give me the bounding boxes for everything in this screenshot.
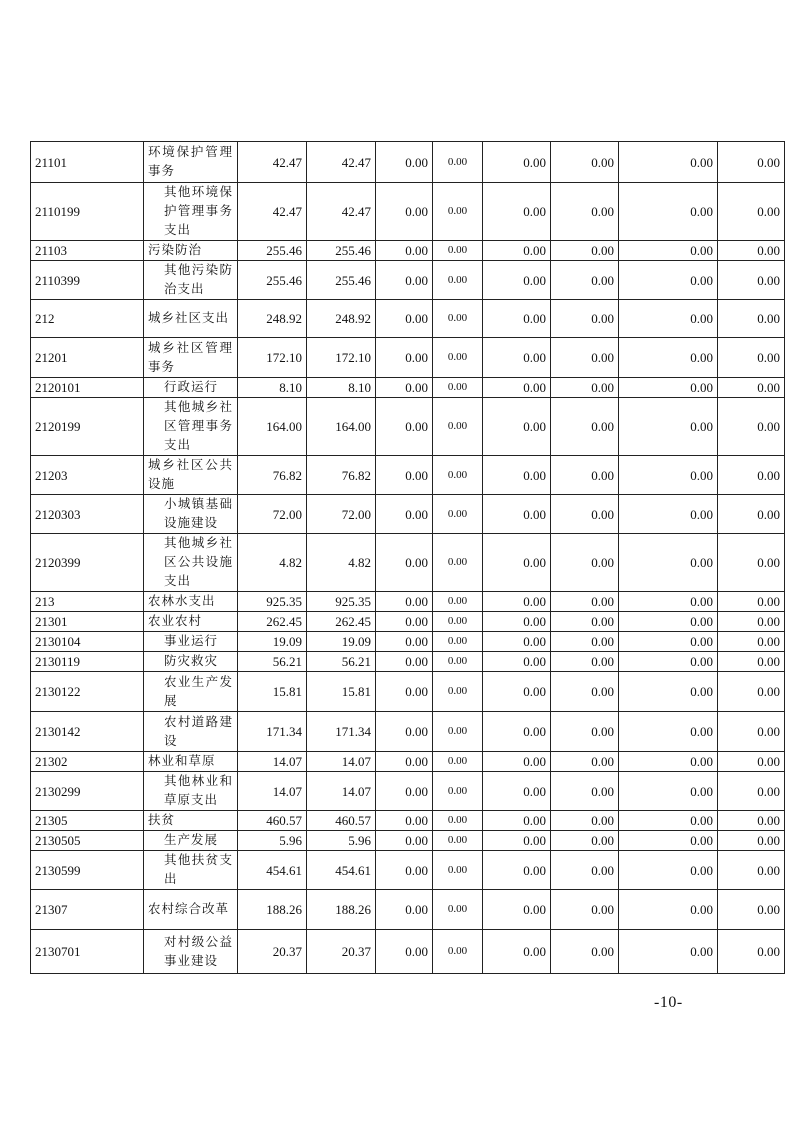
amount-cell: 0.00 — [376, 890, 433, 930]
amount-total-cell: 15.81 — [238, 672, 307, 712]
code-cell: 21301 — [31, 612, 144, 632]
table-row — [31, 752, 785, 772]
amount-cell: 0.00 — [718, 300, 785, 338]
amount-cell: 0.00 — [718, 378, 785, 398]
amount-cell: 0.00 — [718, 811, 785, 831]
table-row — [31, 851, 785, 890]
amount-cell: 0.00 — [483, 398, 551, 456]
table-row — [31, 612, 785, 632]
item-name-cell: 其他城乡社区公共设施支出 — [144, 534, 238, 592]
amount-cell: 0.00 — [718, 672, 785, 712]
amount-cell: 0.00 — [718, 261, 785, 300]
amount-cell: 0.00 — [551, 534, 619, 592]
amount-cell: 0.00 — [483, 261, 551, 300]
table-row — [31, 534, 785, 592]
amount-cell: 0.00 — [376, 300, 433, 338]
amount-cell: 0.00 — [483, 811, 551, 831]
item-name-cell: 其他环境保护管理事务支出 — [144, 183, 238, 241]
amount-cell: 0.00 — [433, 142, 483, 183]
amount-cell: 0.00 — [551, 652, 619, 672]
amount-cell: 0.00 — [551, 612, 619, 632]
amount-cell: 0.00 — [619, 831, 718, 851]
amount-cell: 0.00 — [551, 930, 619, 974]
amount-cell: 0.00 — [483, 534, 551, 592]
item-name-cell: 环境保护管理事务 — [144, 142, 238, 183]
amount-cell: 0.00 — [433, 752, 483, 772]
amount-cell: 0.00 — [551, 672, 619, 712]
amount-cell: 0.00 — [551, 712, 619, 752]
table-body — [31, 142, 785, 974]
amount-cell: 0.00 — [551, 241, 619, 261]
amount-cell: 0.00 — [619, 398, 718, 456]
code-cell: 2130119 — [31, 652, 144, 672]
item-name-cell: 扶贫 — [144, 811, 238, 831]
amount-cell: 0.00 — [376, 456, 433, 495]
table-row — [31, 183, 785, 241]
amount-cell: 0.00 — [433, 300, 483, 338]
code-cell: 2130142 — [31, 712, 144, 752]
amount-cell: 72.00 — [307, 495, 376, 534]
amount-cell: 0.00 — [718, 890, 785, 930]
amount-cell: 76.82 — [307, 456, 376, 495]
amount-cell: 0.00 — [619, 592, 718, 612]
amount-cell: 0.00 — [433, 183, 483, 241]
item-name-cell: 生产发展 — [144, 831, 238, 851]
amount-cell: 0.00 — [619, 495, 718, 534]
amount-cell: 0.00 — [718, 398, 785, 456]
code-cell: 2120199 — [31, 398, 144, 456]
amount-cell: 0.00 — [551, 632, 619, 652]
table-row — [31, 300, 785, 338]
code-cell: 21203 — [31, 456, 144, 495]
amount-cell: 0.00 — [483, 612, 551, 632]
amount-cell: 0.00 — [433, 632, 483, 652]
amount-total-cell: 42.47 — [238, 142, 307, 183]
amount-cell: 0.00 — [718, 183, 785, 241]
amount-cell: 0.00 — [483, 592, 551, 612]
item-name-cell: 城乡社区支出 — [144, 300, 238, 338]
amount-cell: 0.00 — [718, 772, 785, 811]
amount-total-cell: 164.00 — [238, 398, 307, 456]
amount-cell: 0.00 — [433, 712, 483, 752]
amount-cell: 0.00 — [483, 851, 551, 890]
amount-cell: 0.00 — [376, 261, 433, 300]
item-name-cell: 防灾救灾 — [144, 652, 238, 672]
amount-cell: 0.00 — [376, 930, 433, 974]
amount-cell: 0.00 — [718, 652, 785, 672]
amount-cell: 20.37 — [307, 930, 376, 974]
amount-total-cell: 14.07 — [238, 752, 307, 772]
amount-cell: 0.00 — [433, 338, 483, 378]
code-cell: 2110399 — [31, 261, 144, 300]
amount-cell: 0.00 — [376, 592, 433, 612]
amount-cell: 14.07 — [307, 752, 376, 772]
amount-cell: 0.00 — [376, 398, 433, 456]
amount-cell: 56.21 — [307, 652, 376, 672]
code-cell: 2120399 — [31, 534, 144, 592]
item-name-cell: 农村综合改革 — [144, 890, 238, 930]
code-cell: 2130599 — [31, 851, 144, 890]
amount-cell: 5.96 — [307, 831, 376, 851]
amount-cell: 0.00 — [376, 495, 433, 534]
amount-cell: 0.00 — [718, 534, 785, 592]
amount-cell: 0.00 — [433, 534, 483, 592]
amount-cell: 0.00 — [433, 772, 483, 811]
amount-cell: 0.00 — [619, 811, 718, 831]
amount-total-cell: 4.82 — [238, 534, 307, 592]
amount-total-cell: 42.47 — [238, 183, 307, 241]
table-row — [31, 632, 785, 652]
amount-cell: 0.00 — [551, 831, 619, 851]
amount-cell: 0.00 — [376, 772, 433, 811]
amount-cell: 0.00 — [619, 534, 718, 592]
amount-cell: 0.00 — [619, 456, 718, 495]
code-cell: 2130701 — [31, 930, 144, 974]
amount-total-cell: 56.21 — [238, 652, 307, 672]
amount-cell: 0.00 — [718, 930, 785, 974]
table-row — [31, 378, 785, 398]
amount-cell: 0.00 — [619, 672, 718, 712]
amount-cell: 0.00 — [551, 456, 619, 495]
amount-cell: 0.00 — [718, 592, 785, 612]
amount-cell: 0.00 — [619, 378, 718, 398]
amount-cell: 0.00 — [376, 811, 433, 831]
table-row — [31, 456, 785, 495]
amount-cell: 0.00 — [483, 338, 551, 378]
amount-cell: 0.00 — [483, 456, 551, 495]
code-cell: 2130104 — [31, 632, 144, 652]
amount-cell: 0.00 — [619, 612, 718, 632]
amount-cell: 0.00 — [551, 398, 619, 456]
amount-cell: 454.61 — [307, 851, 376, 890]
amount-cell: 0.00 — [483, 378, 551, 398]
amount-cell: 0.00 — [376, 612, 433, 632]
amount-cell: 0.00 — [433, 652, 483, 672]
amount-cell: 0.00 — [551, 592, 619, 612]
amount-cell: 15.81 — [307, 672, 376, 712]
amount-cell: 0.00 — [483, 890, 551, 930]
code-cell: 21305 — [31, 811, 144, 831]
amount-cell: 0.00 — [718, 831, 785, 851]
table-row — [31, 831, 785, 851]
amount-total-cell: 20.37 — [238, 930, 307, 974]
amount-cell: 0.00 — [433, 241, 483, 261]
code-cell: 2120101 — [31, 378, 144, 398]
amount-cell: 0.00 — [551, 300, 619, 338]
amount-cell: 14.07 — [307, 772, 376, 811]
amount-cell: 0.00 — [433, 890, 483, 930]
amount-cell: 171.34 — [307, 712, 376, 752]
amount-cell: 0.00 — [376, 378, 433, 398]
amount-cell: 8.10 — [307, 378, 376, 398]
table-row — [31, 261, 785, 300]
amount-cell: 0.00 — [483, 752, 551, 772]
amount-cell: 0.00 — [551, 752, 619, 772]
amount-cell: 0.00 — [376, 712, 433, 752]
amount-cell: 0.00 — [619, 338, 718, 378]
amount-cell: 460.57 — [307, 811, 376, 831]
item-name-cell: 其他城乡社区管理事务支出 — [144, 398, 238, 456]
item-name-cell: 对村级公益事业建设 — [144, 930, 238, 974]
table-row — [31, 495, 785, 534]
amount-cell: 0.00 — [619, 851, 718, 890]
table-row — [31, 811, 785, 831]
amount-cell: 0.00 — [433, 378, 483, 398]
amount-cell: 0.00 — [376, 142, 433, 183]
table-row — [31, 652, 785, 672]
amount-cell: 0.00 — [718, 712, 785, 752]
code-cell: 2110199 — [31, 183, 144, 241]
amount-cell: 0.00 — [718, 851, 785, 890]
code-cell: 21201 — [31, 338, 144, 378]
amount-total-cell: 255.46 — [238, 241, 307, 261]
amount-total-cell: 14.07 — [238, 772, 307, 811]
amount-cell: 0.00 — [551, 338, 619, 378]
amount-total-cell: 262.45 — [238, 612, 307, 632]
amount-cell: 0.00 — [376, 831, 433, 851]
amount-cell: 0.00 — [718, 142, 785, 183]
amount-cell: 0.00 — [718, 495, 785, 534]
item-name-cell: 城乡社区公共设施 — [144, 456, 238, 495]
amount-cell: 0.00 — [433, 811, 483, 831]
amount-cell: 925.35 — [307, 592, 376, 612]
amount-cell: 255.46 — [307, 241, 376, 261]
code-cell: 2130122 — [31, 672, 144, 712]
code-cell: 21307 — [31, 890, 144, 930]
item-name-cell: 农林水支出 — [144, 592, 238, 612]
item-name-cell: 其他污染防治支出 — [144, 261, 238, 300]
amount-cell: 0.00 — [551, 183, 619, 241]
table-row — [31, 241, 785, 261]
amount-cell: 172.10 — [307, 338, 376, 378]
amount-cell: 262.45 — [307, 612, 376, 632]
amount-cell: 0.00 — [483, 831, 551, 851]
amount-total-cell: 8.10 — [238, 378, 307, 398]
table-row — [31, 142, 785, 183]
item-name-cell: 城乡社区管理事务 — [144, 338, 238, 378]
code-cell: 213 — [31, 592, 144, 612]
amount-cell: 0.00 — [619, 241, 718, 261]
amount-cell: 0.00 — [551, 890, 619, 930]
amount-cell: 0.00 — [433, 851, 483, 890]
amount-cell: 0.00 — [376, 534, 433, 592]
amount-cell: 0.00 — [483, 772, 551, 811]
amount-cell: 164.00 — [307, 398, 376, 456]
amount-cell: 0.00 — [433, 261, 483, 300]
amount-cell: 0.00 — [551, 772, 619, 811]
amount-cell: 0.00 — [619, 930, 718, 974]
table-row — [31, 930, 785, 974]
table-row — [31, 592, 785, 612]
item-name-cell: 农业生产发展 — [144, 672, 238, 712]
item-name-cell: 污染防治 — [144, 241, 238, 261]
amount-cell: 0.00 — [433, 831, 483, 851]
amount-total-cell: 171.34 — [238, 712, 307, 752]
amount-cell: 248.92 — [307, 300, 376, 338]
amount-cell: 0.00 — [433, 930, 483, 974]
amount-cell: 0.00 — [718, 612, 785, 632]
code-cell: 21103 — [31, 241, 144, 261]
amount-cell: 0.00 — [551, 261, 619, 300]
amount-cell: 0.00 — [483, 183, 551, 241]
amount-cell: 0.00 — [483, 495, 551, 534]
amount-cell: 0.00 — [433, 495, 483, 534]
item-name-cell: 事业运行 — [144, 632, 238, 652]
amount-cell: 0.00 — [483, 652, 551, 672]
item-name-cell: 农业农村 — [144, 612, 238, 632]
amount-total-cell: 454.61 — [238, 851, 307, 890]
amount-cell: 0.00 — [718, 632, 785, 652]
code-cell: 2130505 — [31, 831, 144, 851]
amount-cell: 0.00 — [483, 241, 551, 261]
table-row — [31, 772, 785, 811]
amount-cell: 0.00 — [483, 930, 551, 974]
amount-cell: 0.00 — [718, 752, 785, 772]
amount-cell: 0.00 — [376, 241, 433, 261]
code-cell: 212 — [31, 300, 144, 338]
amount-cell: 0.00 — [619, 183, 718, 241]
amount-cell: 0.00 — [551, 378, 619, 398]
amount-cell: 0.00 — [718, 456, 785, 495]
code-cell: 21302 — [31, 752, 144, 772]
amount-cell: 0.00 — [619, 142, 718, 183]
amount-cell: 0.00 — [433, 398, 483, 456]
amount-cell: 0.00 — [619, 632, 718, 652]
amount-cell: 0.00 — [619, 752, 718, 772]
amount-cell: 255.46 — [307, 261, 376, 300]
amount-total-cell: 188.26 — [238, 890, 307, 930]
amount-cell: 0.00 — [433, 592, 483, 612]
item-name-cell: 行政运行 — [144, 378, 238, 398]
amount-cell: 188.26 — [307, 890, 376, 930]
table-row — [31, 712, 785, 752]
amount-total-cell: 172.10 — [238, 338, 307, 378]
amount-cell: 0.00 — [376, 672, 433, 712]
amount-cell: 0.00 — [483, 300, 551, 338]
amount-cell: 0.00 — [551, 811, 619, 831]
amount-cell: 42.47 — [307, 142, 376, 183]
budget-table — [30, 141, 785, 974]
amount-cell: 0.00 — [376, 338, 433, 378]
item-name-cell: 农村道路建设 — [144, 712, 238, 752]
item-name-cell: 小城镇基础设施建设 — [144, 495, 238, 534]
amount-cell: 0.00 — [619, 261, 718, 300]
table-row — [31, 672, 785, 712]
amount-cell: 0.00 — [433, 612, 483, 632]
amount-cell: 0.00 — [619, 652, 718, 672]
amount-cell: 0.00 — [619, 772, 718, 811]
amount-cell: 0.00 — [551, 495, 619, 534]
amount-cell: 0.00 — [619, 300, 718, 338]
amount-total-cell: 19.09 — [238, 632, 307, 652]
amount-cell: 0.00 — [483, 712, 551, 752]
amount-total-cell: 255.46 — [238, 261, 307, 300]
table-row — [31, 890, 785, 930]
amount-cell: 0.00 — [718, 338, 785, 378]
table-row — [31, 338, 785, 378]
item-name-cell: 林业和草原 — [144, 752, 238, 772]
amount-total-cell: 5.96 — [238, 831, 307, 851]
amount-cell: 0.00 — [551, 142, 619, 183]
amount-cell: 4.82 — [307, 534, 376, 592]
amount-cell: 0.00 — [619, 712, 718, 752]
amount-cell: 0.00 — [483, 632, 551, 652]
amount-cell: 0.00 — [433, 456, 483, 495]
amount-total-cell: 72.00 — [238, 495, 307, 534]
code-cell: 2130299 — [31, 772, 144, 811]
code-cell: 21101 — [31, 142, 144, 183]
code-cell: 2120303 — [31, 495, 144, 534]
amount-cell: 0.00 — [433, 672, 483, 712]
amount-cell: 19.09 — [307, 632, 376, 652]
page-number: -10- — [654, 994, 683, 1011]
amount-cell: 0.00 — [619, 890, 718, 930]
amount-cell: 42.47 — [307, 183, 376, 241]
amount-total-cell: 925.35 — [238, 592, 307, 612]
amount-cell: 0.00 — [483, 142, 551, 183]
table-row — [31, 398, 785, 456]
amount-total-cell: 248.92 — [238, 300, 307, 338]
amount-cell: 0.00 — [376, 752, 433, 772]
item-name-cell: 其他扶贫支出 — [144, 851, 238, 890]
item-name-cell: 其他林业和草原支出 — [144, 772, 238, 811]
amount-cell: 0.00 — [483, 672, 551, 712]
amount-total-cell: 460.57 — [238, 811, 307, 831]
amount-cell: 0.00 — [376, 632, 433, 652]
amount-total-cell: 76.82 — [238, 456, 307, 495]
amount-cell: 0.00 — [376, 851, 433, 890]
amount-cell: 0.00 — [551, 851, 619, 890]
amount-cell: 0.00 — [376, 652, 433, 672]
amount-cell: 0.00 — [718, 241, 785, 261]
amount-cell: 0.00 — [376, 183, 433, 241]
